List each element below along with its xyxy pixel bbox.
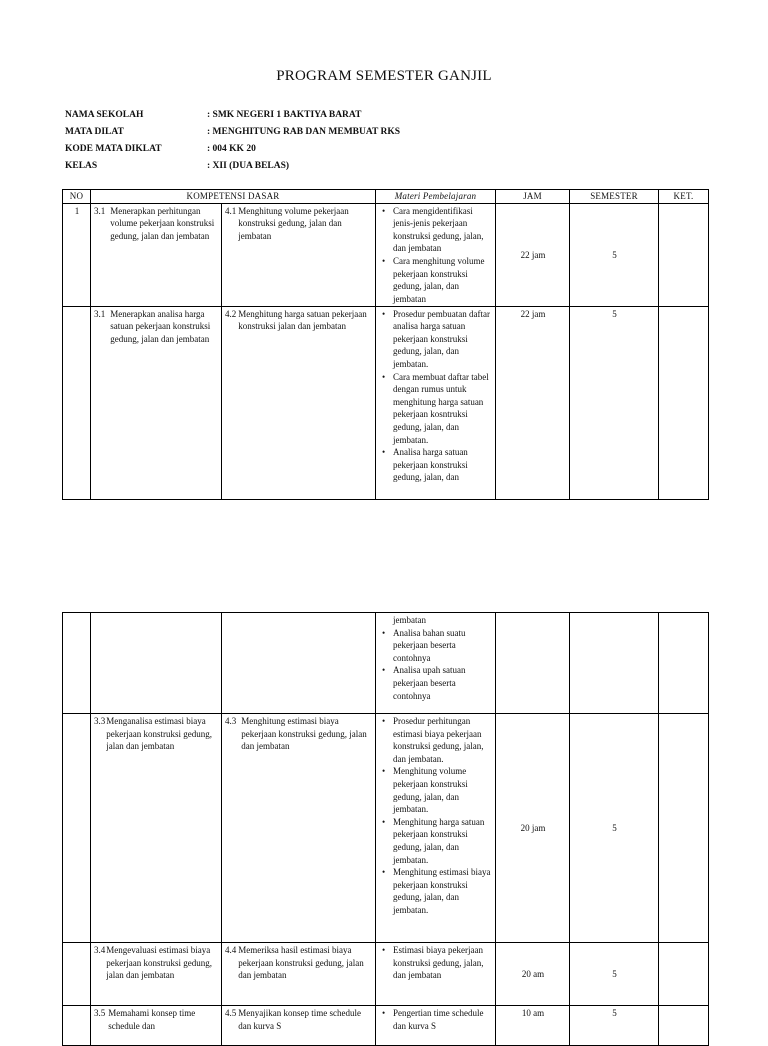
list-item: • Analisa bahan suatu pekerjaan beserta contohnya xyxy=(393,627,493,665)
kd3-text: Memahami konsep time schedule dan xyxy=(108,1008,196,1031)
materi-cell xyxy=(376,1006,496,1046)
info-label: MATA DILAT xyxy=(65,127,124,137)
row-number xyxy=(63,943,91,1006)
row-number xyxy=(63,1006,91,1046)
continued-text: jembatan xyxy=(393,615,426,625)
info-row-class xyxy=(65,161,725,178)
materi-cell xyxy=(376,714,496,943)
row-number xyxy=(63,306,91,499)
materi-list xyxy=(379,715,493,917)
list-item: • Menghitung volume pekerjaan konstruksi gedung, jalan, dan jembatan. xyxy=(393,765,493,815)
list-item: • Prosedur perhitungan estimasi biaya pekerjaan konstruksi gedung, jalan, dan jembatan. xyxy=(393,715,493,765)
jam-cell xyxy=(496,613,570,714)
ket-cell xyxy=(659,714,709,943)
info-row-school xyxy=(65,110,725,127)
materi-cell xyxy=(376,613,496,714)
jam-cell: 20 am xyxy=(496,943,570,1006)
kd3-number: 3.1 xyxy=(94,205,106,216)
kd4-number: 4.2 xyxy=(225,308,237,319)
header-ket: KET. xyxy=(659,190,709,204)
table-row xyxy=(63,943,709,1006)
row-number: 1 xyxy=(63,203,91,306)
kd4-text: Menghitung harga satuan pekerjaan konstruksi jalan dan jembatan xyxy=(238,308,367,332)
document-title: PROGRAM SEMESTER GANJIL xyxy=(276,68,492,84)
materi-list xyxy=(379,308,493,484)
materi-cell xyxy=(376,306,496,499)
program-table-continued xyxy=(62,612,709,1046)
header-semester: SEMESTER xyxy=(570,190,659,204)
info-row-code xyxy=(65,144,725,161)
list-item: • Pengertian time schedule dan kurva S xyxy=(393,1007,493,1032)
list-item: • Analisa upah satuan pekerjaan beserta contohnya xyxy=(393,664,493,702)
info-value: : 004 KK 20 xyxy=(207,144,256,154)
kd4-cell xyxy=(222,306,376,499)
kd4-number: 4.1 xyxy=(225,205,237,216)
ket-cell xyxy=(659,306,709,499)
kd3-number: 3.5 xyxy=(94,1008,106,1018)
kd4-cell xyxy=(222,1006,376,1046)
list-item: • Estimasi biaya pekerjaan konstruksi gedung, jalan, dan jembatan xyxy=(393,944,493,982)
info-row-subject xyxy=(65,127,725,144)
header-no: NO xyxy=(63,190,91,204)
ket-cell xyxy=(659,203,709,306)
semester-cell: 5 xyxy=(570,1006,659,1046)
header-jam: JAM xyxy=(496,190,570,204)
info-label: KODE MATA DIKLAT xyxy=(65,144,162,154)
materi-list xyxy=(379,627,493,703)
table-row xyxy=(63,203,709,306)
materi-list xyxy=(379,205,493,306)
table-row xyxy=(63,613,709,714)
jam-cell: 22 jam xyxy=(496,306,570,499)
info-value: : SMK NEGERI 1 BAKTIYA BARAT xyxy=(207,110,362,120)
kd3-cell xyxy=(91,613,222,714)
list-item: • Menghitung estimasi biaya pekerjaan konstruksi gedung, jalan, dan jembatan. xyxy=(393,866,493,916)
row-number xyxy=(63,714,91,943)
kd3-number: 3.1 xyxy=(94,308,106,319)
kd3-number: 3.3 xyxy=(94,716,106,726)
list-item: • Cara menghitung volume pekerjaan konstruksi gedung, jalan, dan jembatan xyxy=(393,255,493,305)
kd3-text: Menganalisa estimasi biaya pekerjaan konstruksi gedung, jalan dan jembatan xyxy=(106,716,212,752)
kd3-cell xyxy=(91,203,222,306)
list-item: • Prosedur pembuatan daftar analisa harga satuan pekerjaan konstruksi gedung, jalan, dan jembatan. xyxy=(393,308,493,371)
table-row xyxy=(63,306,709,499)
kd3-cell xyxy=(91,306,222,499)
list-item: • Cara membuat daftar tabel dengan rumus untuk menghitung harga satuan pekerjaan kosntruksi gedung, jalan, dan jembatan. xyxy=(393,371,493,447)
kd3-text: Menerapkan analisa harga satuan pekerjaan konstruksi gedung, jalan dan jembatan xyxy=(110,308,211,344)
jam-cell: 10 am xyxy=(496,1006,570,1046)
kd3-text: Menerapkan perhitungan volume pekerjaan konstruksi gedung, jalan dan jembatan xyxy=(110,205,215,241)
kd3-cell xyxy=(91,1006,222,1046)
ket-cell xyxy=(659,943,709,1006)
materi-list xyxy=(379,944,493,982)
jam-cell: 22 jam xyxy=(496,203,570,306)
info-value: : MENGHITUNG RAB DAN MEMBUAT RKS xyxy=(207,127,401,137)
table-header-row xyxy=(63,190,709,204)
semester-cell: 5 xyxy=(570,306,659,499)
semester-cell: 5 xyxy=(570,203,659,306)
ket-cell xyxy=(659,1006,709,1046)
semester-cell xyxy=(570,613,659,714)
program-table xyxy=(62,189,709,500)
kd4-cell xyxy=(222,943,376,1006)
semester-cell: 5 xyxy=(570,943,659,1006)
kd3-cell xyxy=(91,714,222,943)
kd4-text: Menghitung volume pekerjaan konstruksi gedung, jalan dan jembatan xyxy=(238,205,349,241)
kd4-cell xyxy=(222,203,376,306)
kd4-text: Menyajikan konsep time schedule dan kurva S xyxy=(238,1008,361,1031)
list-item: • Analisa harga satuan pekerjaan konstruksi gedung, jalan, dan xyxy=(393,446,493,484)
kd3-cell xyxy=(91,943,222,1006)
info-label: KELAS xyxy=(65,161,98,171)
list-item: • Menghitung harga satuan pekerjaan konstruksi gedung, jalan, dan jembatan. xyxy=(393,816,493,866)
semester-cell: 5 xyxy=(570,714,659,943)
info-value: : XII (DUA BELAS) xyxy=(207,161,290,171)
row-number xyxy=(63,613,91,714)
document-info xyxy=(65,110,725,178)
header-materi: Materi Pembelajaran xyxy=(376,190,496,204)
kd4-text: Memeriksa hasil estimasi biaya pekerjaan konstruksi gedung, jalan dan jembatan xyxy=(238,945,364,981)
table-row xyxy=(63,714,709,943)
kd3-text: Mengevaluasi estimasi biaya pekerjaan konstruksi gedung, jalan dan jembatan xyxy=(106,945,212,981)
info-label: NAMA SEKOLAH xyxy=(65,110,144,120)
kd4-cell xyxy=(222,613,376,714)
kd4-number: 4.3 xyxy=(225,716,237,726)
materi-cell xyxy=(376,943,496,1006)
materi-cell xyxy=(376,203,496,306)
list-item: • Cara mengidentifikasi jenis-jenis pekerjaan konstruksi gedung, jalan, dan jembatan xyxy=(393,205,493,255)
kd4-number: 4.4 xyxy=(225,945,237,955)
kd3-number: 3.4 xyxy=(94,945,106,955)
kd4-cell xyxy=(222,714,376,943)
table-row xyxy=(63,1006,709,1046)
jam-cell: 20 jam xyxy=(496,714,570,943)
header-kompetensi: KOMPETENSI DASAR xyxy=(91,190,376,204)
kd4-text: Menghitung estimasi biaya pekerjaan konstruksi gedung, jalan dan jembatan xyxy=(241,716,367,752)
materi-list xyxy=(379,1007,493,1032)
kd4-number: 4.5 xyxy=(225,1008,237,1018)
ket-cell xyxy=(659,613,709,714)
